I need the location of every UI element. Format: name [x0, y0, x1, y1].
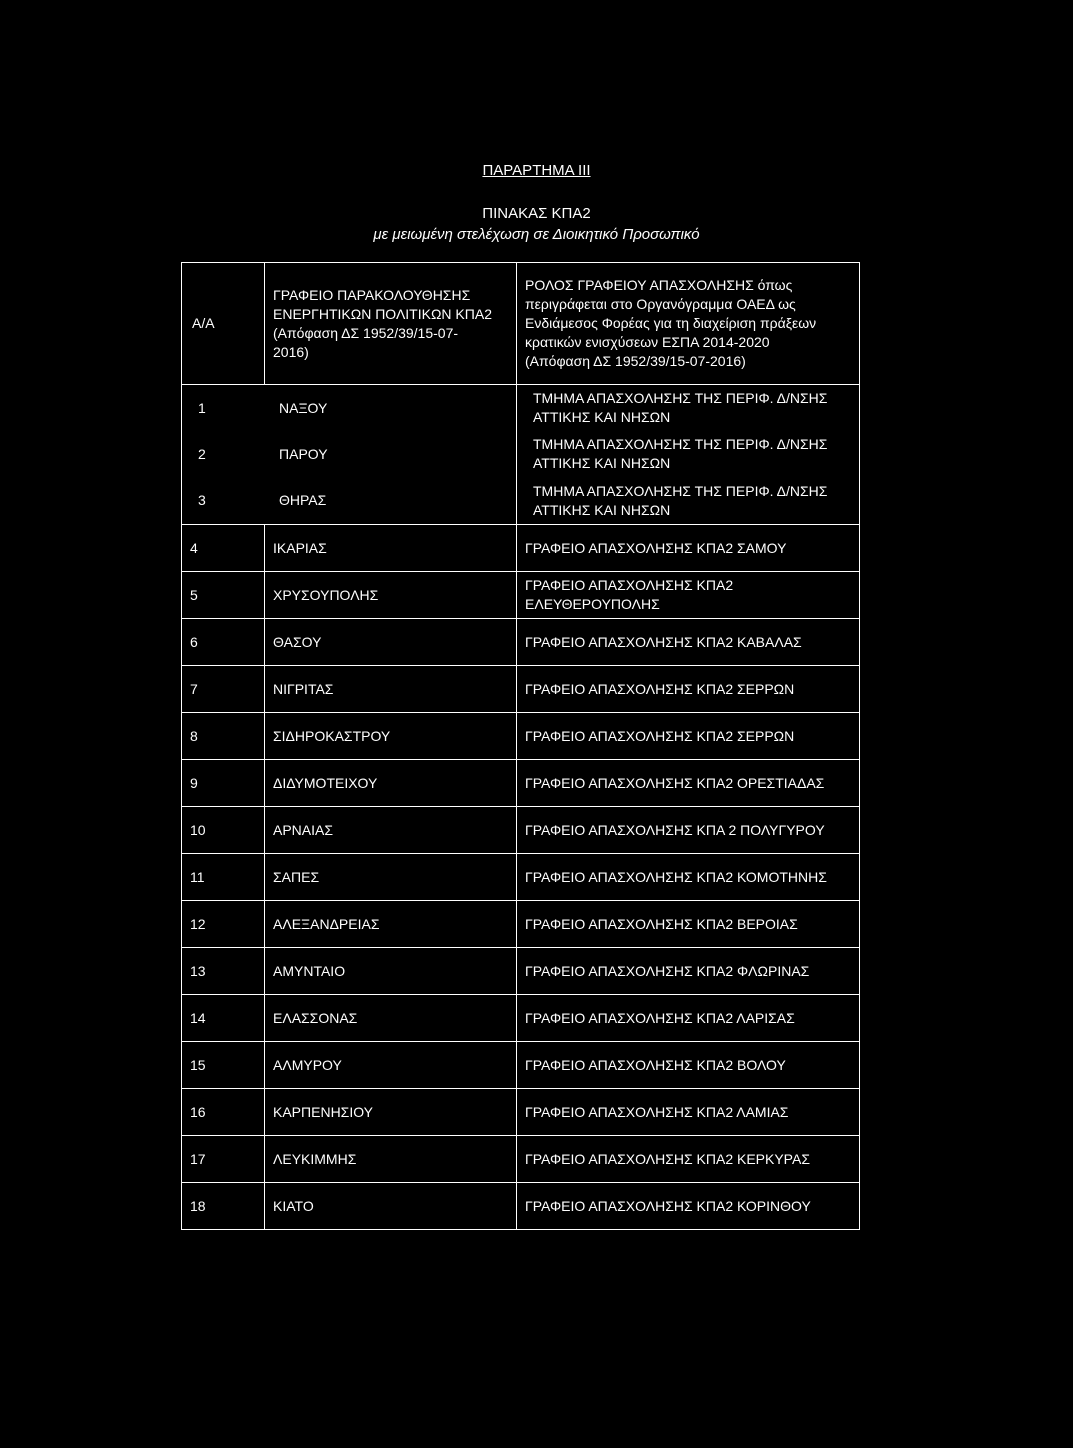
office-name: ΠΑΡΟΥ — [279, 445, 328, 462]
office-role-line: ΓΡΑΦΕΙΟ ΑΠΑΣΧΟΛΗΣΗΣ ΚΠΑ2 ΣΑΜΟΥ — [525, 539, 787, 556]
header-office-line: ΕΝΕΡΓΗΤΙΚΩΝ ΠΟΛΙΤΙΚΩΝ ΚΠΑ2 — [273, 305, 492, 322]
row-number: 2 — [198, 445, 206, 462]
office-name: ΔΙΔΥΜΟΤΕΙΧΟΥ — [265, 760, 517, 807]
list-item — [190, 431, 508, 477]
header-role — [517, 263, 860, 385]
table-subtitle: με μειωμένη στελέχωση σε Διοικητικό Προσωπικό — [373, 226, 700, 243]
office-name: ΑΛΕΞΑΝΔΡΕΙΑΣ — [265, 901, 517, 948]
table-row — [182, 713, 860, 760]
office-role — [517, 666, 860, 713]
office-role-line: ΓΡΑΦΕΙΟ ΑΠΑΣΧΟΛΗΣΗΣ ΚΠΑ2 ΚΟΜΟΤΗΝΗΣ — [525, 868, 827, 885]
offices-table — [181, 262, 860, 1230]
header-office-line: ΓΡΑΦΕΙΟ ΠΑΡΑΚΟΛΟΥΘΗΣΗΣ — [273, 286, 471, 303]
list-item — [190, 478, 508, 524]
office-role-line: ΓΡΑΦΕΙΟ ΑΠΑΣΧΟΛΗΣΗΣ ΚΠΑ2 — [525, 577, 734, 593]
office-role-line: ΕΛΕΥΘΕΡΟΥΠΟΛΗΣ — [525, 596, 660, 612]
office-role — [517, 713, 860, 760]
office-role — [517, 1042, 860, 1089]
table-row — [182, 948, 860, 995]
row-number: 11 — [182, 854, 265, 901]
office-role-line: ΓΡΑΦΕΙΟ ΑΠΑΣΧΟΛΗΣΗΣ ΚΠΑ2 ΛΑΡΙΣΑΣ — [525, 1009, 795, 1026]
table-row — [182, 807, 860, 854]
office-role — [517, 901, 860, 948]
office-role-line: ΓΡΑΦΕΙΟ ΑΠΑΣΧΟΛΗΣΗΣ ΚΠΑ2 ΒΟΛΟΥ — [525, 1056, 786, 1073]
office-role — [525, 478, 851, 524]
office-role-line: ΓΡΑΦΕΙΟ ΑΠΑΣΧΟΛΗΣΗΣ ΚΠΑ2 ΣΕΡΡΩΝ — [525, 727, 795, 744]
table-row — [182, 760, 860, 807]
table-row — [182, 619, 860, 666]
table-row — [182, 1089, 860, 1136]
table-row — [182, 572, 860, 619]
row-number: 10 — [182, 807, 265, 854]
office-name: ΕΛΑΣΣΟΝΑΣ — [265, 995, 517, 1042]
row-number: 18 — [182, 1183, 265, 1230]
office-name: ΚΙΑΤΟ — [265, 1183, 517, 1230]
office-role-line: ΑΤΤΙΚΗΣ ΚΑΙ ΝΗΣΩΝ — [533, 409, 671, 426]
table-row — [182, 525, 860, 572]
office-role — [517, 619, 860, 666]
office-role-line: ΤΜΗΜΑ ΑΠΑΣΧΟΛΗΣΗΣ ΤΗΣ ΠΕΡΙΦ. Δ/ΝΣΗΣ — [533, 436, 828, 453]
office-role-line: ΓΡΑΦΕΙΟ ΑΠΑΣΧΟΛΗΣΗΣ ΚΠΑ2 ΚΟΡΙΝΘΟΥ — [525, 1197, 811, 1214]
row-number: 16 — [182, 1089, 265, 1136]
row-number: 6 — [182, 619, 265, 666]
annex-heading: ΠΑΡΑΡΤΗΜΑ ΙΙΙ — [482, 162, 591, 179]
office-role-line: ΓΡΑΦΕΙΟ ΑΠΑΣΧΟΛΗΣΗΣ ΚΠΑ2 ΚΕΡΚΥΡΑΣ — [525, 1150, 810, 1167]
office-name: ΘΗΡΑΣ — [279, 492, 327, 509]
office-role — [517, 572, 860, 619]
grouped-rows-right — [517, 385, 860, 525]
table-row — [182, 1136, 860, 1183]
header-office-line: (Απόφαση ΔΣ 1952/39/15-07- — [273, 324, 459, 341]
office-role — [525, 431, 851, 477]
row-number: 7 — [182, 666, 265, 713]
office-name: ΘΑΣΟΥ — [265, 619, 517, 666]
office-role-line: ΓΡΑΦΕΙΟ ΑΠΑΣΧΟΛΗΣΗΣ ΚΠΑ2 ΣΕΡΡΩΝ — [525, 680, 795, 697]
office-role — [517, 807, 860, 854]
row-number: 12 — [182, 901, 265, 948]
header-aa-label: Α/Α — [192, 315, 215, 331]
header-office — [265, 263, 517, 385]
office-role — [517, 995, 860, 1042]
header-role-line: ΡΟΛΟΣ ΓΡΑΦΕΙΟΥ ΑΠΑΣΧΟΛΗΣΗΣ όπως — [525, 277, 793, 293]
office-name: ΝΑΞΟΥ — [279, 399, 328, 416]
table-row — [182, 854, 860, 901]
office-role — [517, 1089, 860, 1136]
row-number: 8 — [182, 713, 265, 760]
office-role-line: ΓΡΑΦΕΙΟ ΑΠΑΣΧΟΛΗΣΗΣ ΚΠΑ2 ΦΛΩΡΙΝΑΣ — [525, 962, 810, 979]
office-role-line: ΓΡΑΦΕΙΟ ΑΠΑΣΧΟΛΗΣΗΣ ΚΠΑ 2 ΠΟΛΥΓΥΡΟΥ — [525, 821, 825, 838]
office-role-line: ΑΤΤΙΚΗΣ ΚΑΙ ΝΗΣΩΝ — [533, 455, 671, 472]
office-role-line: ΓΡΑΦΕΙΟ ΑΠΑΣΧΟΛΗΣΗΣ ΚΠΑ2 ΟΡΕΣΤΙΑΔΑΣ — [525, 774, 825, 791]
office-name: ΚΑΡΠΕΝΗΣΙΟΥ — [265, 1089, 517, 1136]
grouped-rows — [182, 385, 860, 525]
row-number: 14 — [182, 995, 265, 1042]
office-name: ΧΡΥΣΟΥΠΟΛΗΣ — [265, 572, 517, 619]
row-number: 13 — [182, 948, 265, 995]
table-row — [182, 995, 860, 1042]
office-role-line: ΓΡΑΦΕΙΟ ΑΠΑΣΧΟΛΗΣΗΣ ΚΠΑ2 ΒΕΡΟΙΑΣ — [525, 915, 798, 932]
office-role-line: ΓΡΑΦΕΙΟ ΑΠΑΣΧΟΛΗΣΗΣ ΚΠΑ2 ΛΑΜΙΑΣ — [525, 1103, 789, 1120]
office-name: ΑΜΥΝΤΑΙΟ — [265, 948, 517, 995]
office-role — [517, 948, 860, 995]
table-row — [182, 666, 860, 713]
header-role-line: Ενδιάμεσος Φορέας για τη διαχείριση πράξεων — [525, 315, 817, 331]
header-office-line: 2016) — [273, 343, 309, 360]
header-role-line: (Απόφαση ΔΣ 1952/39/15-07-2016) — [525, 353, 746, 369]
office-role — [525, 385, 851, 431]
office-name: ΛΕΥΚΙΜΜΗΣ — [265, 1136, 517, 1183]
table-row — [182, 1183, 860, 1230]
office-name: ΙΚΑΡΙΑΣ — [265, 525, 517, 572]
office-name: ΑΡΝΑΙΑΣ — [265, 807, 517, 854]
office-role-line: ΤΜΗΜΑ ΑΠΑΣΧΟΛΗΣΗΣ ΤΗΣ ΠΕΡΙΦ. Δ/ΝΣΗΣ — [533, 390, 828, 407]
office-name: ΣΙΔΗΡΟΚΑΣΤΡΟΥ — [265, 713, 517, 760]
row-number: 17 — [182, 1136, 265, 1183]
row-number: 4 — [182, 525, 265, 572]
table-header-row — [182, 263, 860, 385]
header-role-line: κρατικών ενισχύσεων ΕΣΠΑ 2014-2020 — [525, 334, 770, 350]
office-role-line: ΑΤΤΙΚΗΣ ΚΑΙ ΝΗΣΩΝ — [533, 501, 671, 518]
row-number: 5 — [182, 572, 265, 619]
office-role-line: ΓΡΑΦΕΙΟ ΑΠΑΣΧΟΛΗΣΗΣ ΚΠΑ2 ΚΑΒΑΛΑΣ — [525, 633, 802, 650]
row-number: 3 — [198, 492, 206, 509]
office-role — [517, 1183, 860, 1230]
table-title: ΠΙΝΑΚΑΣ ΚΠΑ2 — [482, 205, 591, 222]
office-name: ΑΛΜΥΡΟΥ — [265, 1042, 517, 1089]
header-aa — [182, 263, 265, 385]
row-number: 1 — [198, 399, 206, 416]
office-role — [517, 525, 860, 572]
row-number: 9 — [182, 760, 265, 807]
office-name: ΝΙΓΡΙΤΑΣ — [265, 666, 517, 713]
table-row — [182, 1042, 860, 1089]
office-role-line: ΤΜΗΜΑ ΑΠΑΣΧΟΛΗΣΗΣ ΤΗΣ ΠΕΡΙΦ. Δ/ΝΣΗΣ — [533, 482, 828, 499]
table-row — [182, 901, 860, 948]
row-number: 15 — [182, 1042, 265, 1089]
office-name: ΣΑΠΕΣ — [265, 854, 517, 901]
list-item — [190, 385, 508, 431]
header-role-line: περιγράφεται στο Οργανόγραμμα ΟΑΕΔ ως — [525, 296, 796, 312]
office-role — [517, 1136, 860, 1183]
office-role — [517, 854, 860, 901]
grouped-rows-left — [182, 385, 517, 525]
office-role — [517, 760, 860, 807]
